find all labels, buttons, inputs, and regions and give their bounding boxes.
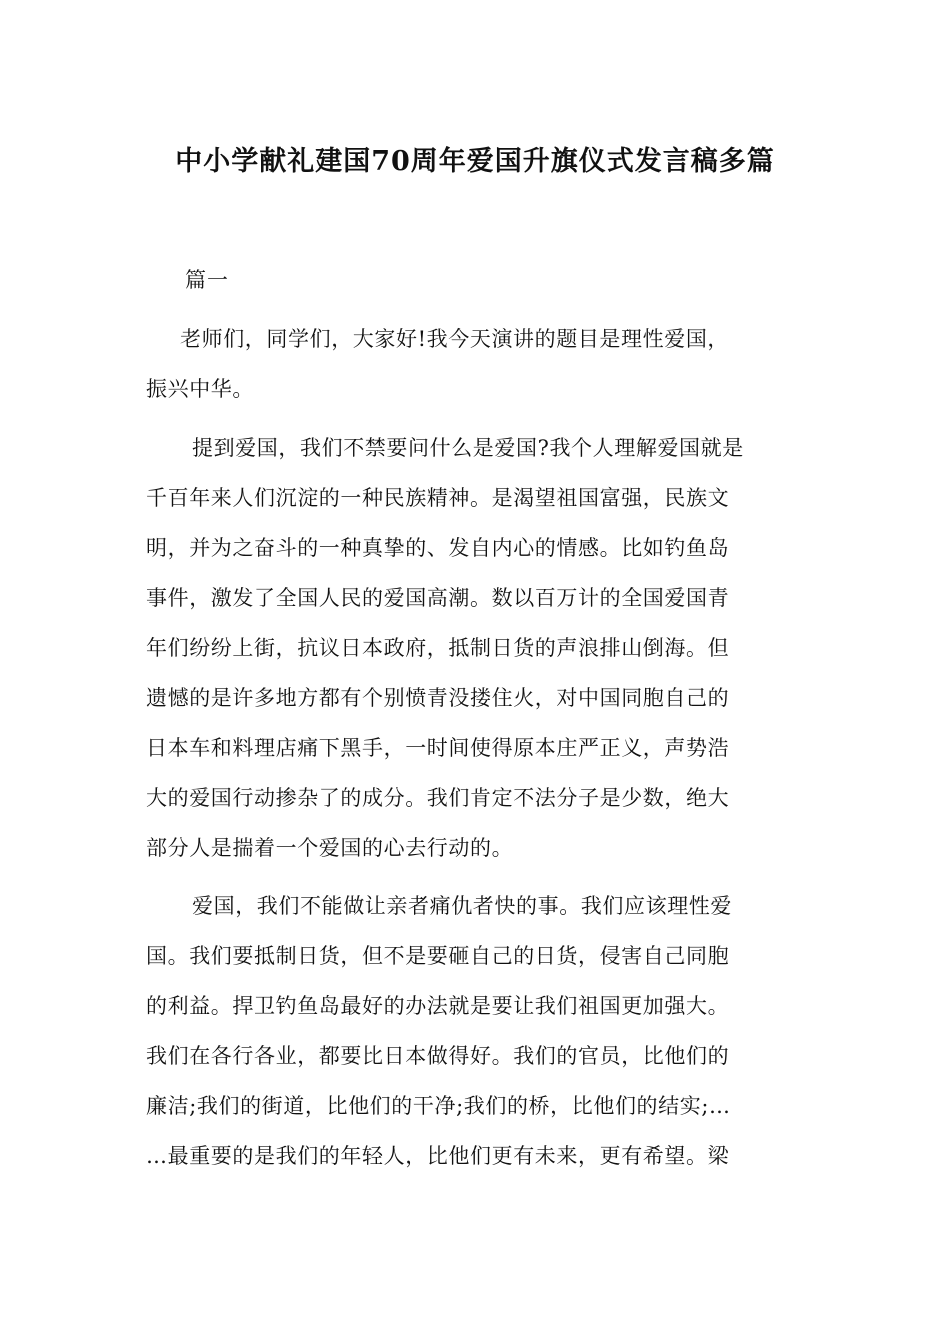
text-line: 我们在各行各业，都要比日本做得好。我们的官员，比他们的 bbox=[146, 1044, 730, 1068]
document-title: 中小学献礼建国70周年爱国升旗仪式发言稿多篇 bbox=[175, 146, 775, 177]
text-line: 爱国，我们不能做让亲者痛仇者快的事。我们应该理性爱 bbox=[192, 894, 732, 918]
text-line: 千百年来人们沉淀的一种民族精神。是渴望祖国富强，民族文 bbox=[146, 486, 730, 510]
text-line: 振兴中华。 bbox=[146, 377, 254, 401]
text-line: 廉洁;我们的街道，比他们的干净;我们的桥，比他们的结实;… bbox=[146, 1094, 731, 1118]
text-line: 事件，激发了全国人民的爱国高潮。数以百万计的全国爱国青 bbox=[146, 586, 730, 610]
text-line: 的利益。捍卫钓鱼岛最好的办法就是要让我们祖国更加强大。 bbox=[146, 994, 730, 1018]
text-line: 遗憾的是许多地方都有个别愤青没搂住火，对中国同胞自己的 bbox=[146, 686, 730, 710]
text-line: …最重要的是我们的年轻人，比他们更有未来，更有希望。梁 bbox=[146, 1144, 730, 1168]
text-line: 日本车和料理店痛下黑手，一时间使得原本庄严正义，声势浩 bbox=[146, 736, 730, 760]
text-line: 年们纷纷上街，抗议日本政府，抵制日货的声浪排山倒海。但 bbox=[146, 636, 730, 660]
text-line: 国。我们要抵制日货，但不是要砸自己的日货，侵害自己同胞 bbox=[146, 944, 730, 968]
text-line: 提到爱国，我们不禁要问什么是爱国?我个人理解爱国就是 bbox=[192, 436, 744, 460]
text-line: 明，并为之奋斗的一种真挚的、发自内心的情感。比如钓鱼岛 bbox=[146, 536, 730, 560]
text-line: 大的爱国行动掺杂了的成分。我们肯定不法分子是少数，绝大 bbox=[146, 786, 730, 810]
text-line: 部分人是揣着一个爱国的心去行动的。 bbox=[146, 836, 514, 860]
section-heading: 篇一 bbox=[185, 268, 229, 292]
text-line: 老师们，同学们，大家好!我今天演讲的题目是理性爱国， bbox=[180, 327, 730, 351]
